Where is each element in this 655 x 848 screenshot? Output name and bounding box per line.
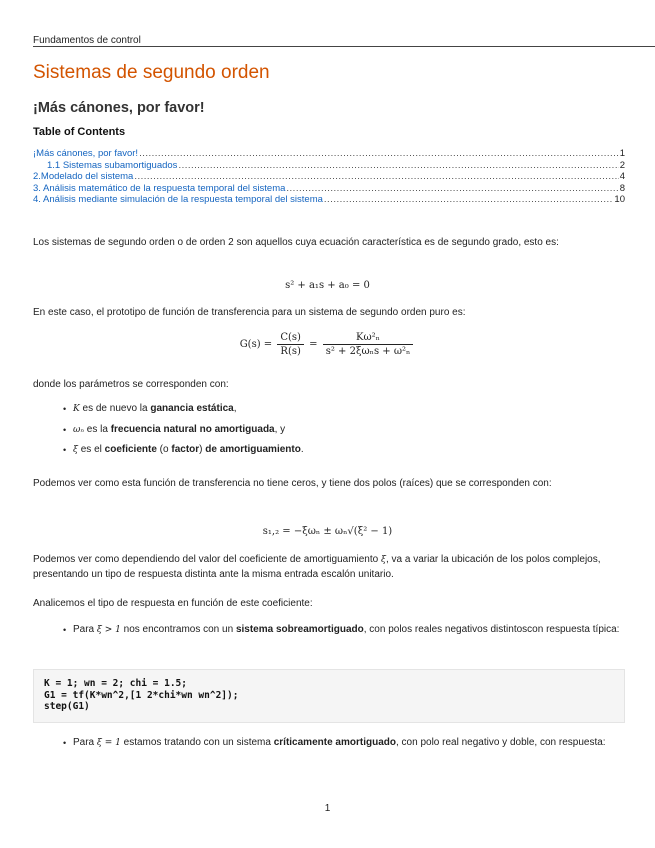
toc-dot-leader bbox=[286, 183, 618, 195]
parameters-intro: donde los parámetros se corresponden con: bbox=[33, 379, 229, 390]
term: coeficiente bbox=[104, 444, 157, 455]
tf-equals: = bbox=[309, 339, 318, 350]
toc-entry bbox=[33, 171, 625, 183]
damping-paragraph: Podemos ver como dependiendo del valor del coeficiente de amortiguamiento ξ, va a variar la ubicación de los polos complejos, presentando un tipo de respuesta distinta ante la misma entrada escalón unitario. bbox=[33, 554, 601, 580]
math-symbol: ξ > 1 bbox=[96, 625, 121, 635]
term: de amortiguamiento bbox=[205, 444, 301, 455]
header-rule bbox=[33, 46, 655, 47]
critical-case-list bbox=[63, 736, 628, 757]
toc-link[interactable]: 1.1 Sistemas subamortiguados bbox=[47, 159, 178, 171]
tf-ratio-numerator: C(s) bbox=[277, 332, 304, 345]
parameters-list bbox=[63, 402, 628, 464]
tf-denominator: s² + 2ξωₙs + ω²ₙ bbox=[325, 346, 411, 357]
code-line: step(G1) bbox=[44, 701, 90, 712]
overdamped-case-list bbox=[63, 623, 628, 644]
tf-lhs: G(s) = bbox=[239, 339, 273, 350]
toc-link[interactable]: 3. Análisis matemático de la respuesta temporal del sistema bbox=[33, 182, 286, 194]
toc-page-number: 4 bbox=[619, 171, 625, 183]
toc-dot-leader bbox=[134, 171, 618, 183]
math-symbol: ξ bbox=[73, 445, 78, 455]
toc-link[interactable]: 4. Análisis mediante simulación de la respuesta temporal del sistema bbox=[33, 194, 323, 206]
table-of-contents bbox=[33, 148, 625, 206]
term: sistema sobreamortiguado bbox=[235, 624, 364, 635]
analysis-intro: Analicemos el tipo de respuesta en función de este coeficiente: bbox=[33, 598, 313, 609]
toc-entry bbox=[33, 148, 625, 160]
toc-title: Table of Contents bbox=[33, 126, 126, 138]
tf-fraction bbox=[323, 332, 414, 357]
math-symbol: ξ bbox=[381, 555, 386, 565]
toc-page-number: 10 bbox=[614, 194, 625, 206]
term: ganancia estática bbox=[150, 403, 234, 414]
term: factor bbox=[171, 444, 200, 455]
math-symbol: ξ = 1 bbox=[96, 738, 121, 748]
poles-equation: s₁,₂ = −ξωₙ ± ωₙ√(ξ² − 1) bbox=[262, 526, 393, 537]
toc-link[interactable]: 2.Modelado del sistema bbox=[33, 171, 134, 183]
code-line: K = 1; wn = 2; chi = 1.5; bbox=[44, 678, 187, 689]
term: frecuencia natural no amortiguada bbox=[110, 423, 275, 435]
transfer-function-intro: En este caso, el prototipo de función de transferencia para un sistema de segundo orden puro es: bbox=[33, 307, 466, 318]
section-title: ¡Más cánones, por favor! bbox=[33, 100, 205, 116]
intro-paragraph: Los sistemas de segundo orden o de orden 2 son aquellos cuya ecuación característica es de segundo grado, esto es: bbox=[33, 237, 559, 248]
characteristic-equation: s² + a₁s + a₀ = 0 bbox=[285, 280, 370, 291]
page-number: 1 bbox=[324, 803, 331, 814]
toc-entry bbox=[33, 183, 625, 195]
toc-dot-leader bbox=[178, 160, 618, 172]
tf-ratio bbox=[277, 332, 304, 357]
toc-dot-leader bbox=[324, 194, 614, 206]
tf-numerator: Kω²ₙ bbox=[323, 332, 414, 345]
toc-page-number: 2 bbox=[619, 159, 625, 171]
poles-paragraph: Podemos ver como esta función de transferencia no tiene ceros, y tiene dos polos (raíces) que se corresponden con: bbox=[33, 478, 552, 489]
running-header: Fundamentos de control bbox=[33, 35, 141, 46]
list-item: • ξ es el coeficiente (o factor) de amortiguamiento. bbox=[63, 443, 628, 458]
toc-page-number: 1 bbox=[619, 148, 625, 159]
code-block[interactable] bbox=[33, 669, 625, 723]
document-title: Sistemas de segundo orden bbox=[33, 62, 270, 83]
list-item: • ωₙ es la frecuencia natural no amortiguada, y bbox=[63, 423, 628, 438]
term: críticamente amortiguado bbox=[273, 737, 396, 748]
math-symbol: K bbox=[73, 404, 80, 414]
transfer-function-equation bbox=[0, 332, 655, 357]
code-line: G1 = tf(K*wn^2,[1 2*chi*wn wn^2]); bbox=[44, 689, 239, 701]
toc-page-number: 8 bbox=[619, 182, 625, 194]
toc-dot-leader bbox=[139, 148, 619, 160]
list-item: • Para ξ = 1 estamos tratando con un sistema críticamente amortiguado, con polo real negativo y doble, con respuesta: bbox=[63, 736, 628, 751]
toc-link[interactable]: ¡Más cánones, por favor! bbox=[33, 148, 139, 159]
tf-ratio-denominator: R(s) bbox=[280, 346, 301, 357]
toc-entry bbox=[33, 160, 625, 172]
toc-entry bbox=[33, 194, 625, 206]
math-symbol: ωₙ bbox=[73, 424, 84, 435]
list-item: • K es de nuevo la ganancia estática, bbox=[63, 402, 628, 417]
list-item: • Para ξ > 1 nos encontramos con un sistema sobreamortiguado, con polos reales negativos distintoscon respuesta típica: bbox=[63, 623, 628, 638]
